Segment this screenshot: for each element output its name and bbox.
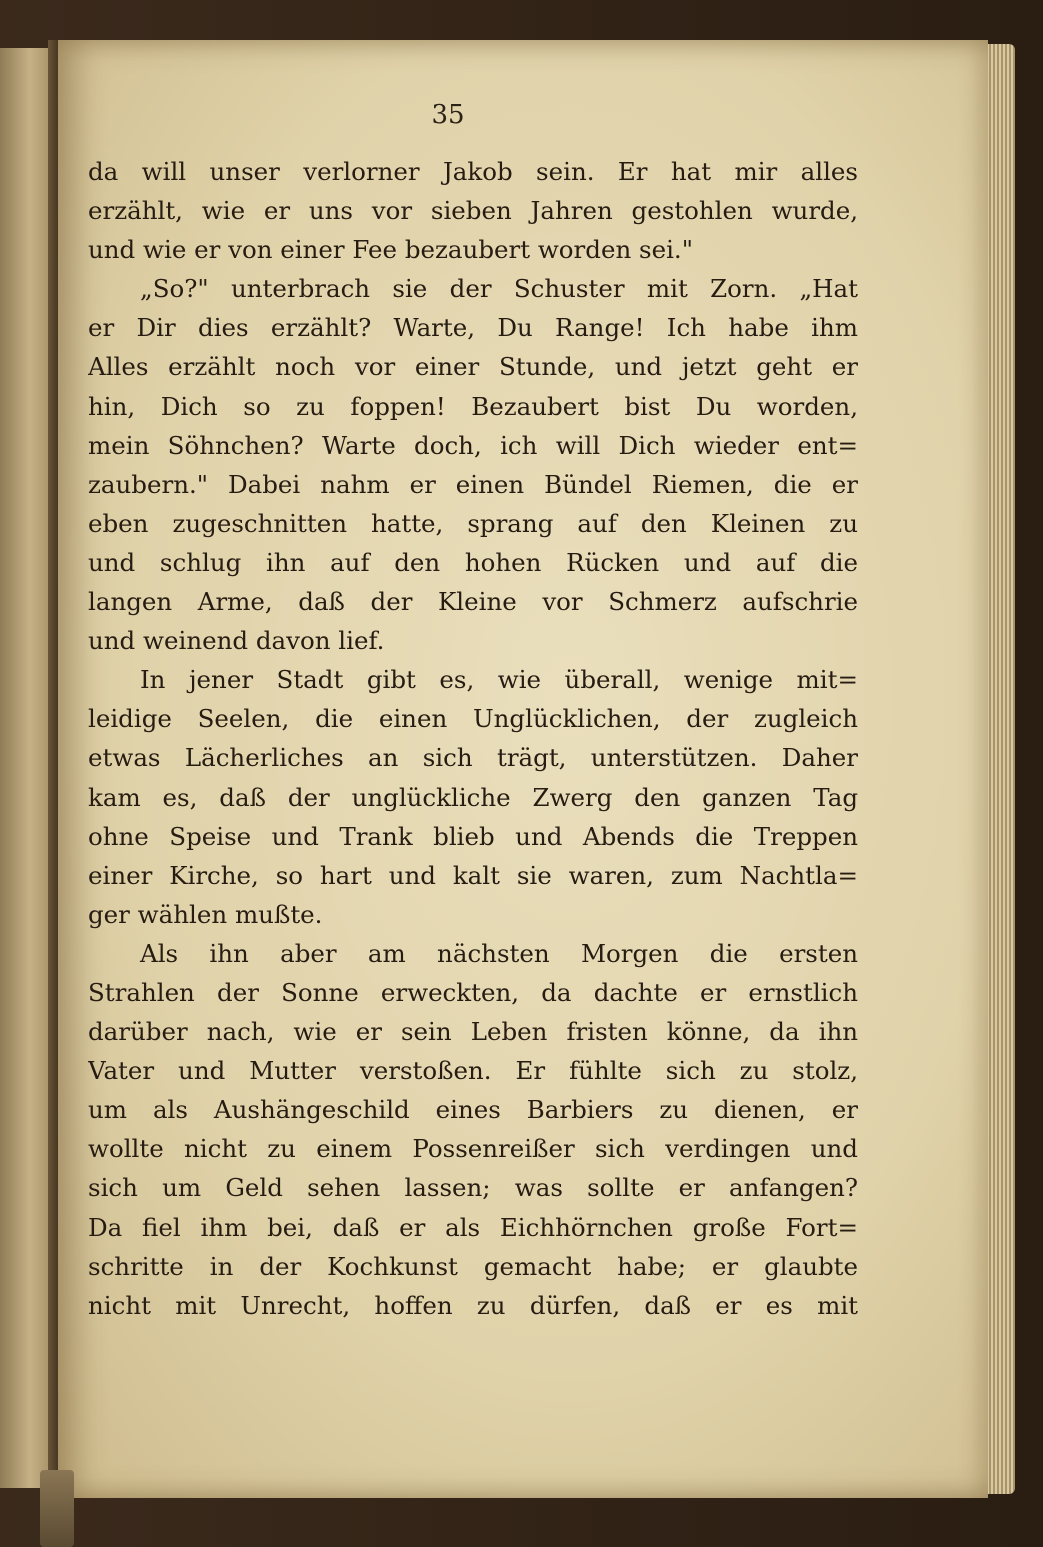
- bookmark-ribbon: [40, 1470, 74, 1547]
- text-line: Strahlen der Sonne erweckten, da dachte er ernstlich: [88, 977, 858, 1007]
- text-line: „So?" unterbrach sie der Schuster mit Zorn. „Hat: [140, 274, 858, 304]
- text-line: ger wählen mußte.: [88, 899, 323, 929]
- text-line: und wie er von einer Fee bezaubert worden sei.": [88, 235, 693, 265]
- text-line: ohne Speise und Trank blieb und Abends die Treppen: [88, 821, 858, 851]
- text-line: sich um Geld sehen lassen; was sollte er anfangen?: [88, 1173, 858, 1203]
- text-line: und weinend davon lief.: [88, 626, 385, 656]
- text-line: eben zugeschnitten hatte, sprang auf den Kleinen zu: [88, 508, 858, 538]
- text-line: kam es, daß der unglückliche Zwerg den ganzen Tag: [88, 782, 858, 812]
- text-line: etwas Lächerliches an sich trägt, unterstützen. Daher: [88, 743, 858, 773]
- text-line: nicht mit Unrecht, hoffen zu dürfen, daß er es mit: [88, 1290, 858, 1320]
- text-line: leidige Seelen, die einen Unglücklichen, der zugleich: [88, 704, 858, 734]
- text-line: hin, Dich so zu foppen! Bezaubert bist Du worden,: [88, 391, 858, 421]
- text-line: wollte nicht zu einem Possenreißer sich verdingen und: [88, 1134, 858, 1164]
- right-page: [58, 40, 988, 1498]
- text-line: schritte in der Kochkunst gemacht habe; er glaubte: [88, 1251, 858, 1281]
- text-line: darüber nach, wie er sein Leben fristen könne, da ihn: [88, 1017, 858, 1047]
- text-line: Alles erzählt noch vor einer Stunde, und jetzt geht er: [88, 352, 858, 382]
- page-text: [88, 152, 858, 1325]
- text-line: um als Aushängeschild eines Barbiers zu dienen, er: [88, 1095, 858, 1125]
- text-line: mein Söhnchen? Warte doch, ich will Dich wieder ent=: [88, 430, 858, 460]
- text-line: er Dir dies erzählt? Warte, Du Range! Ich habe ihm: [88, 313, 858, 343]
- text-line: und schlug ihn auf den hohen Rücken und auf die: [88, 547, 858, 577]
- left-page-edge: [0, 48, 51, 1488]
- text-line: Als ihn aber am nächsten Morgen die ersten: [140, 938, 858, 968]
- text-line: zaubern." Dabei nahm er einen Bündel Riemen, die er: [88, 469, 858, 499]
- text-line: Vater und Mutter verstoßen. Er fühlte sich zu stolz,: [88, 1056, 858, 1086]
- text-line: Da fiel ihm bei, daß er als Eichhörnchen große Fort=: [88, 1212, 858, 1242]
- text-line: erzählt, wie er uns vor sieben Jahren gestohlen wurde,: [88, 196, 858, 226]
- text-line: da will unser verlorner Jakob sein. Er hat mir alles: [88, 157, 858, 186]
- text-line: einer Kirche, so hart und kalt sie waren, zum Nachtla=: [88, 860, 858, 890]
- text-line: langen Arme, daß der Kleine vor Schmerz aufschrie: [88, 587, 858, 617]
- text-line: In jener Stadt gibt es, wie überall, wenige mit=: [140, 665, 858, 695]
- page-number: 35: [431, 100, 465, 130]
